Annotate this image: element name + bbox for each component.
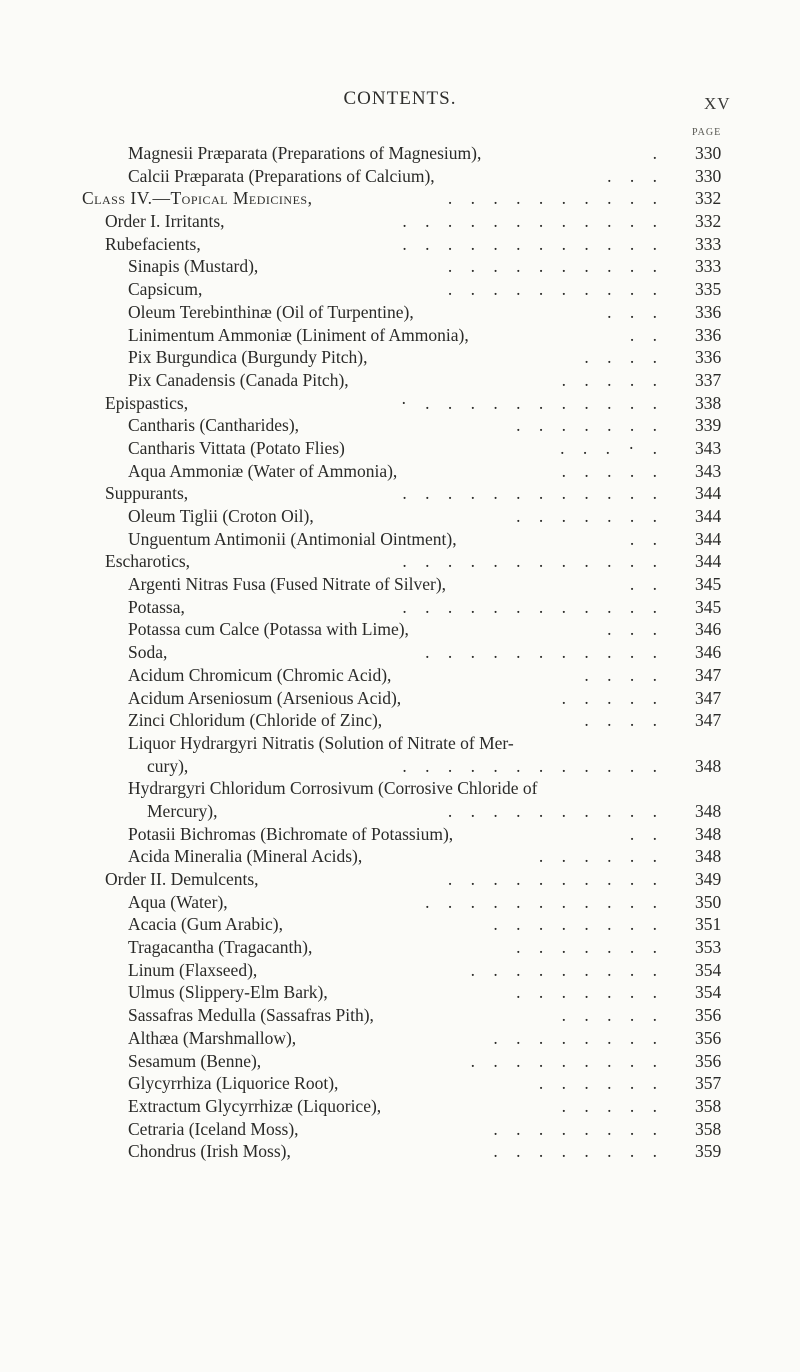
entry-title: Cantharis Vittata (Potato Flies) — [128, 437, 345, 458]
dot-leader: . . . . — [584, 664, 664, 685]
contents-entry — [0, 369, 800, 392]
contents-entry — [0, 1095, 800, 1118]
dot-leader: . . . . . . . — [516, 506, 664, 526]
dot-leader: . . . . . . . . . . . . — [402, 551, 664, 572]
entry-page-number: 353 — [695, 937, 722, 958]
entry-page-number: 358 — [695, 1095, 722, 1116]
dot-leader: . . . . . . . . . . . — [425, 642, 664, 663]
contents-entry — [0, 868, 800, 891]
dot-leader: . . . . . . . . . . . . — [402, 483, 664, 504]
contents-entry — [0, 959, 800, 982]
contents-entry — [0, 596, 800, 619]
entry-page-number: 346 — [695, 619, 722, 640]
entry-title: Liquor Hydrargyri Nitratis (Solution of Nitrate of Mer- — [128, 732, 514, 753]
contents-entry — [0, 618, 800, 641]
contents-entry — [0, 1050, 800, 1073]
entry-page-number: 347 — [695, 710, 722, 731]
entry-title: cury), — [147, 755, 189, 776]
contents-entry — [0, 573, 800, 596]
contents-entry — [0, 891, 800, 914]
entry-page-number: 343 — [695, 460, 722, 481]
entry-page-number: 359 — [695, 1141, 722, 1162]
entry-title: Cetraria (Iceland Moss), — [128, 1118, 299, 1139]
entry-page-number: 336 — [695, 301, 722, 322]
entry-title: Calcii Præparata (Preparations of Calcium), — [128, 165, 435, 186]
entry-page-number: 335 — [695, 279, 722, 300]
dot-leader: · . . . . . . . . . . . — [400, 392, 664, 413]
dot-leader: . . . . . . — [538, 846, 664, 867]
dot-leader: . . — [629, 823, 664, 844]
entry-title: Order I. Irritants, — [105, 211, 225, 232]
dot-leader: . . . . . . . . . . — [447, 800, 664, 821]
dot-leader: . . . . — [584, 710, 664, 731]
entry-title: Soda, — [128, 642, 168, 663]
entry-page-number: 337 — [695, 369, 722, 390]
dot-leader: . . . . . . . . — [493, 1027, 664, 1048]
contents-entry — [0, 1118, 800, 1141]
running-title: CONTENTS. — [343, 88, 457, 109]
entry-page-number: 356 — [695, 1050, 722, 1071]
entry-page-number: 348 — [695, 823, 722, 844]
contents-entry — [0, 278, 800, 301]
contents-entry — [0, 392, 800, 415]
dot-leader: . . . . . — [561, 1095, 664, 1116]
entry-title: Extractum Glycyrrhizæ (Liquorice), — [128, 1095, 382, 1116]
entry-title: Oleum Tiglii (Croton Oil), — [128, 506, 314, 526]
entry-title: Ulmus (Slippery-Elm Bark), — [128, 982, 328, 1003]
contents-entry — [0, 913, 800, 936]
dot-leader: . . . . . . . . . . . — [425, 891, 664, 912]
entry-title: Epispastics, — [105, 392, 189, 413]
dot-leader: . . — [629, 528, 664, 549]
contents-entry — [0, 755, 800, 778]
entry-title: Escharotics, — [105, 551, 191, 572]
contents-entry — [0, 301, 800, 324]
dot-leader: . . . . . . . . . . . . — [402, 233, 664, 254]
entry-page-number: 333 — [695, 256, 722, 277]
entry-title: Sesamum (Benne), — [128, 1050, 262, 1071]
entry-page-number: 344 — [695, 528, 722, 549]
entry-title: Sassafras Medulla (Sassafras Pith), — [128, 1005, 374, 1026]
contents-entry — [0, 482, 800, 505]
entry-page-number: 344 — [695, 506, 722, 526]
entry-title: Mercury), — [147, 800, 218, 821]
entry-title: Cantharis (Cantharides), — [128, 415, 300, 436]
page-number: XV — [704, 94, 731, 113]
contents-entry — [0, 687, 800, 710]
entry-title: Suppurants, — [105, 483, 189, 504]
entry-title: Acidum Arseniosum (Arsenious Acid), — [128, 687, 402, 708]
dot-leader: . . . . . . . — [516, 937, 664, 958]
entry-page-number: 344 — [695, 551, 722, 572]
contents-entry — [0, 732, 800, 755]
dot-leader: . . . — [607, 301, 664, 322]
contents-entry — [0, 1072, 800, 1095]
entry-page-number: 344 — [695, 483, 722, 504]
entry-title: Order II. Demulcents, — [105, 869, 259, 889]
entry-title: Class IV.—Topical Medicines, — [82, 188, 313, 209]
entry-page-number: 356 — [695, 1027, 722, 1048]
entry-page-number: 330 — [695, 165, 722, 186]
dot-leader: . . . — [607, 619, 664, 640]
entry-title: Tragacantha (Tragacanth), — [128, 937, 313, 958]
contents-entry — [0, 641, 800, 664]
entry-page-number: 346 — [695, 642, 722, 663]
entry-page-number: 351 — [695, 914, 722, 935]
entry-title: Sinapis (Mustard), — [128, 256, 259, 277]
entry-page-number: 336 — [695, 347, 722, 368]
entry-title: Capsicum, — [128, 279, 203, 300]
dot-leader: . . . . . . . — [516, 982, 664, 1003]
entry-page-number: 345 — [695, 574, 722, 595]
entry-title: Unguentum Antimonii (Antimonial Ointment), — [128, 528, 457, 549]
dot-leader: . . — [629, 574, 664, 595]
dot-leader: . . . . . . . . . . — [447, 188, 664, 209]
entry-title: Pix Burgundica (Burgundy Pitch), — [128, 347, 368, 368]
contents-entry — [0, 936, 800, 959]
contents-entry — [0, 823, 800, 846]
contents-list — [0, 142, 800, 1163]
entry-title: Althæa (Marshmallow), — [128, 1027, 297, 1048]
contents-entry — [0, 777, 800, 800]
entry-page-number: 332 — [695, 188, 722, 209]
contents-entry — [0, 233, 800, 256]
dot-leader: . . . · . — [560, 437, 664, 458]
entry-title: Potasii Bichromas (Bichromate of Potassium), — [128, 823, 454, 844]
dot-leader: . . . . . . . . . . — [447, 869, 664, 889]
dot-leader: . . . . . . . . . . — [447, 279, 664, 300]
contents-entry — [0, 346, 800, 369]
entry-page-number: 338 — [695, 392, 722, 413]
contents-entry — [0, 142, 800, 165]
entry-title: Acidum Chromicum (Chromic Acid), — [128, 664, 392, 685]
entry-page-number: 336 — [695, 324, 722, 345]
entry-page-number: 348 — [695, 846, 722, 867]
entry-title: Zinci Chloridum (Chloride of Zinc), — [128, 710, 383, 731]
entry-page-number: 345 — [695, 596, 722, 617]
dot-leader: . . . . . — [561, 460, 664, 481]
contents-entry — [0, 324, 800, 347]
dot-leader: . . . . . — [561, 687, 664, 708]
contents-entry — [0, 528, 800, 551]
entry-title: Rubefacients, — [105, 233, 201, 254]
contents-entry — [0, 800, 800, 823]
entry-title: Argenti Nitras Fusa (Fused Nitrate of Silver), — [128, 574, 447, 595]
entry-page-number: 354 — [695, 982, 722, 1003]
dot-leader: . . . . . . . . . . — [447, 256, 664, 277]
entry-page-number: 339 — [695, 415, 722, 436]
dot-leader: . . . . . — [561, 369, 664, 390]
dot-leader: . . . . . . . . — [493, 914, 664, 935]
entry-title: Chondrus (Irish Moss), — [128, 1141, 291, 1162]
dot-leader: . — [652, 143, 664, 163]
entry-page-number: 343 — [695, 437, 722, 458]
entry-title: Aqua Ammoniæ (Water of Ammonia), — [128, 460, 398, 481]
dot-leader: . . . . . . . . . . . . — [402, 596, 664, 617]
contents-entry — [0, 550, 800, 573]
entry-title: Linum (Flaxseed), — [128, 959, 258, 980]
entry-page-number: 348 — [695, 755, 722, 776]
entry-page-number: 356 — [695, 1005, 722, 1026]
contents-entry — [0, 255, 800, 278]
entry-page-number: 347 — [695, 687, 722, 708]
dot-leader: . . . . . . . . — [493, 1118, 664, 1139]
dot-leader: . . . . . . . — [516, 415, 664, 436]
dot-leader: . . — [629, 324, 664, 345]
dot-leader: . . . . . . . . . . . . — [402, 211, 664, 232]
entry-title: Acida Mineralia (Mineral Acids), — [128, 846, 363, 867]
entry-title: Glycyrrhiza (Liquorice Root), — [128, 1073, 339, 1094]
entry-page-number: 349 — [695, 869, 722, 889]
entry-title: Acacia (Gum Arabic), — [128, 914, 283, 935]
contents-entry — [0, 187, 800, 210]
contents-entry — [0, 845, 800, 868]
dot-leader: . . . — [607, 165, 664, 186]
entry-title: Linimentum Ammoniæ (Liniment of Ammonia), — [128, 324, 469, 345]
entry-title: Oleum Terebinthinæ (Oil of Turpentine), — [128, 301, 414, 322]
contents-entry — [0, 414, 800, 437]
entry-page-number: 357 — [695, 1073, 722, 1094]
entry-title: Potassa cum Calce (Potassa with Lime), — [128, 619, 409, 640]
contents-entry — [0, 437, 800, 460]
contents-entry — [0, 981, 800, 1004]
dot-leader: . . . . . . . . — [493, 1141, 664, 1162]
dot-leader: . . . . . . . . . . . . — [402, 755, 664, 776]
entry-page-number: 350 — [695, 891, 722, 912]
entry-page-number: 332 — [695, 211, 722, 232]
contents-entry — [0, 460, 800, 483]
contents-entry — [0, 664, 800, 687]
contents-entry — [0, 1140, 800, 1163]
entry-page-number: 333 — [695, 233, 722, 254]
dot-leader: . . . . — [584, 347, 664, 368]
contents-entry — [0, 165, 800, 188]
entry-title: Potassa, — [128, 596, 185, 617]
contents-entry — [0, 1027, 800, 1050]
entry-page-number: 358 — [695, 1118, 722, 1139]
page-column-label: PAGE — [692, 127, 722, 138]
entry-title: Pix Canadensis (Canada Pitch), — [128, 369, 349, 390]
entry-title: Aqua (Water), — [128, 891, 228, 912]
dot-leader: . . . . . . . . . — [470, 959, 664, 980]
entry-title: Magnesii Præparata (Preparations of Magnesium), — [128, 143, 482, 163]
entry-page-number: 354 — [695, 959, 722, 980]
contents-entry — [0, 210, 800, 233]
dot-leader: . . . . . . — [538, 1073, 664, 1094]
contents-entry — [0, 709, 800, 732]
dot-leader: . . . . . — [561, 1005, 664, 1026]
entry-title: Hydrargyri Chloridum Corrosivum (Corrosive Chloride of — [128, 778, 538, 799]
contents-entry — [0, 505, 800, 528]
entry-page-number: 347 — [695, 664, 722, 685]
entry-page-number: 330 — [695, 143, 722, 163]
entry-page-number: 348 — [695, 800, 722, 821]
contents-entry — [0, 1004, 800, 1027]
dot-leader: . . . . . . . . . — [470, 1050, 664, 1071]
